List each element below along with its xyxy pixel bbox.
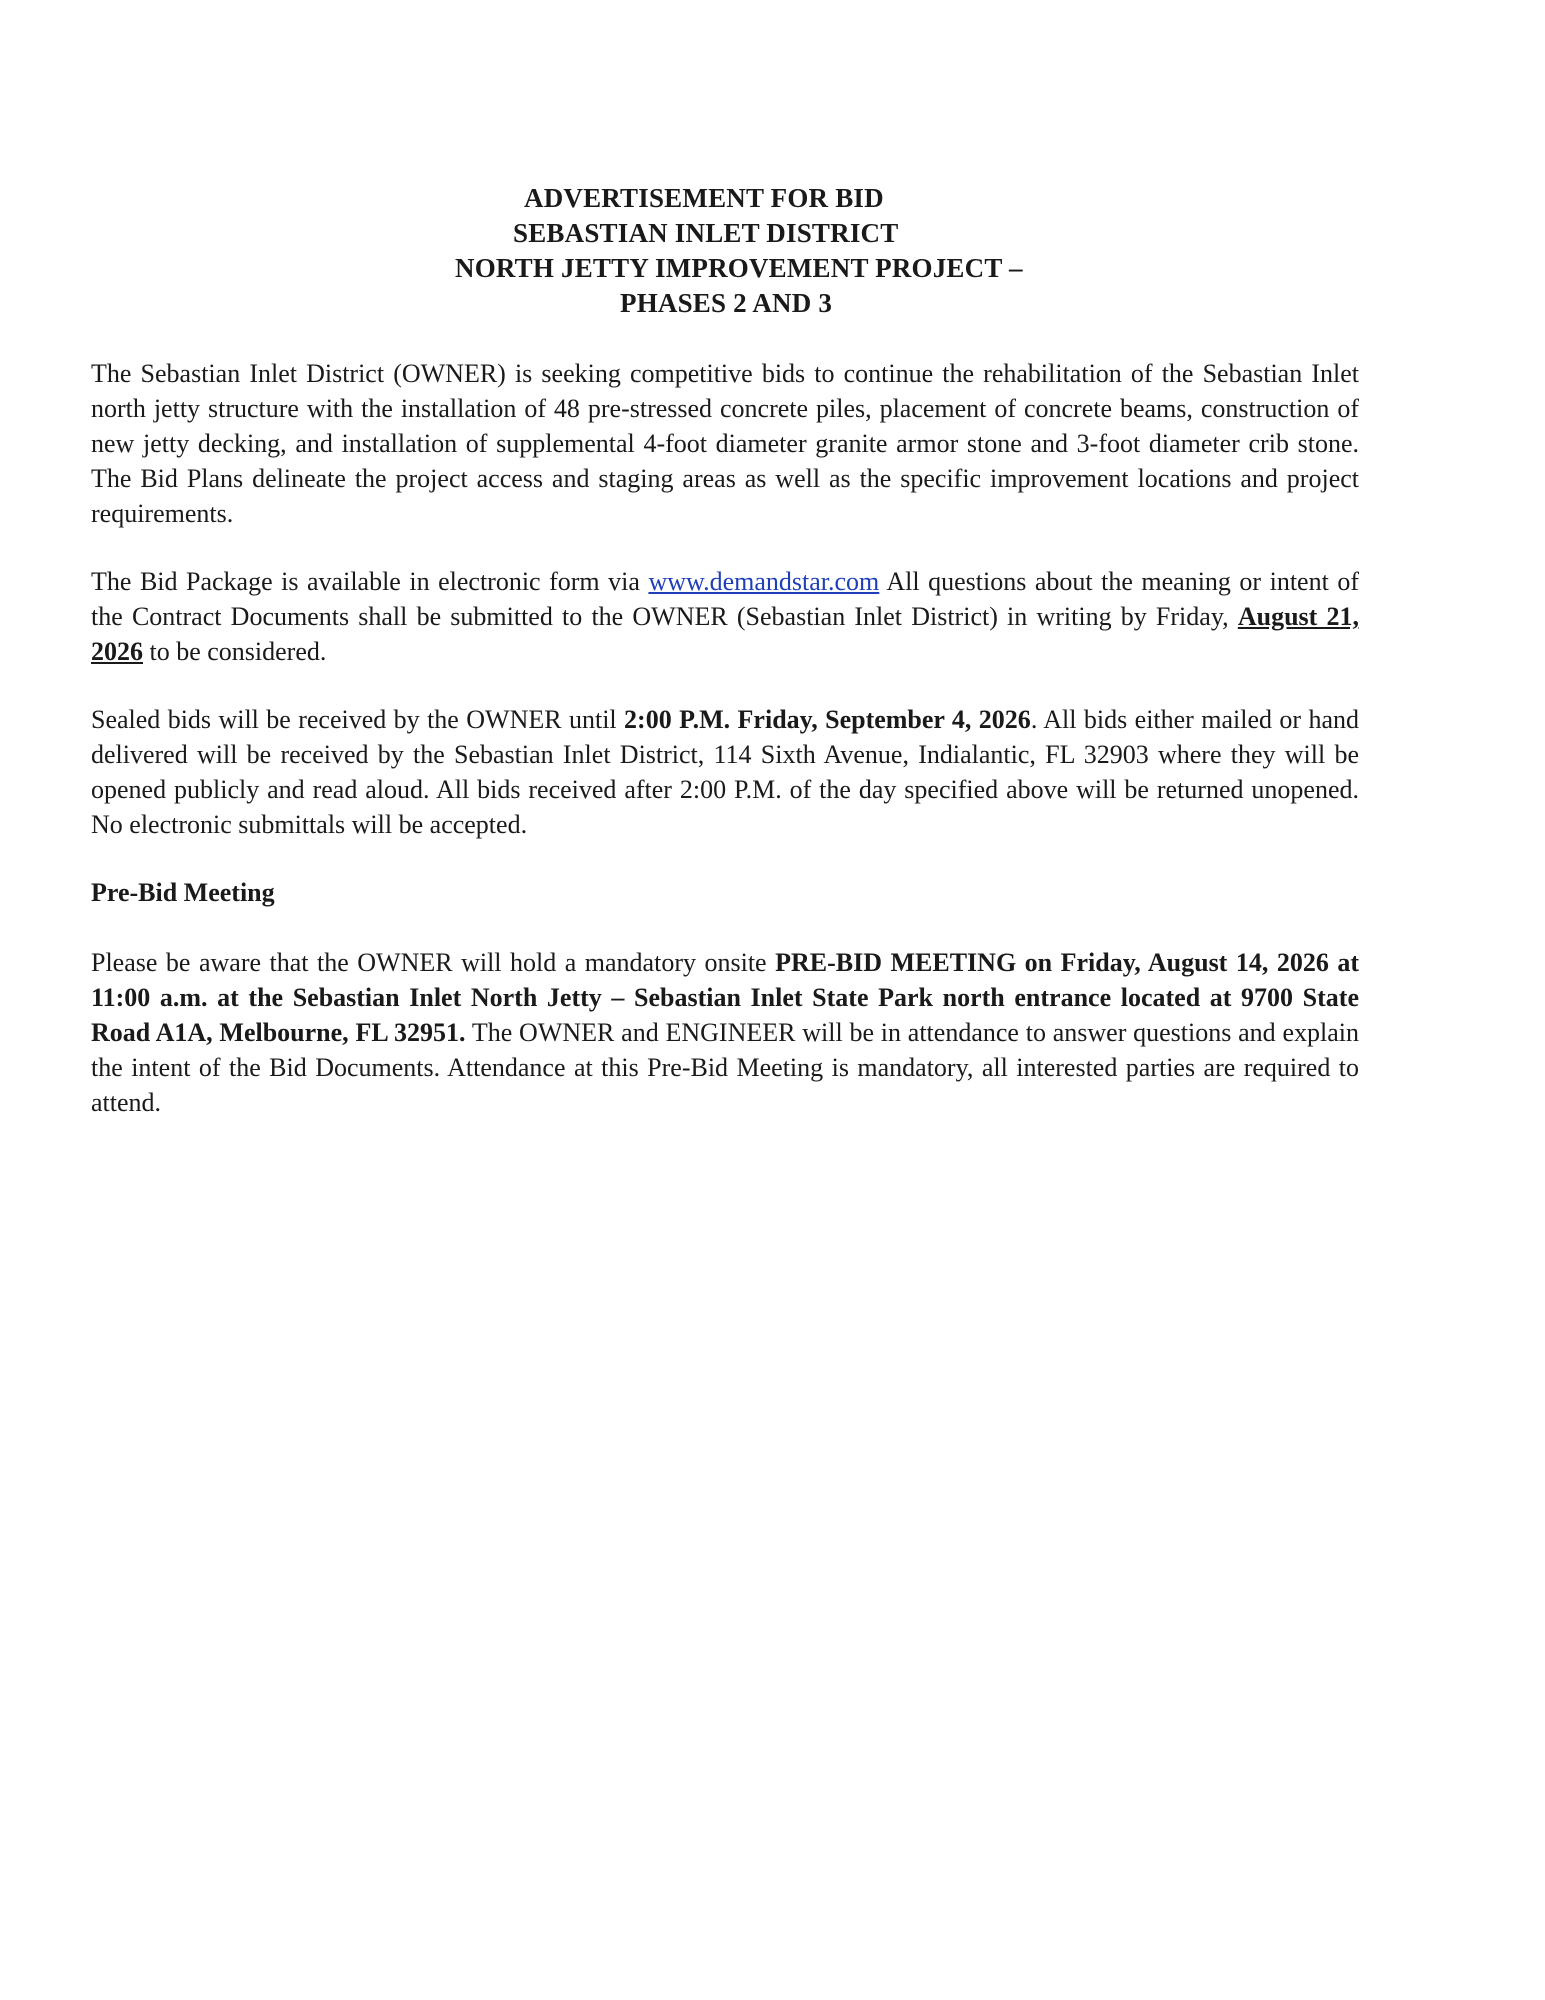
heading-line-4: PHASES 2 AND 3: [620, 288, 833, 318]
pre-bid-meeting-paragraph: [91, 945, 1359, 1120]
bid-due-time: 2:00 P.M. Friday, September 4, 2026: [624, 705, 1031, 734]
questions-end-text: to be considered.: [143, 637, 327, 666]
document-heading: [0, 181, 1545, 321]
pre-bid-attendance-text: The OWNER and ENGINEER will be in attendance to answer questions and explain the intent of the Bid Documents. Attendance at this Pre-Bid Meeting is mandatory, all interested parties are required to attend.: [91, 1018, 1359, 1117]
questions-deadline: August 21, 2026: [91, 602, 1359, 666]
pre-bid-meeting-title: Pre-Bid Meeting: [91, 878, 275, 907]
heading-line-3: NORTH JETTY IMPROVEMENT PROJECT –: [455, 253, 1023, 283]
sealed-bids-intro-text: Sealed bids will be received by the OWNER until: [91, 705, 625, 734]
bid-package-intro-text: The Bid Package is available in electronic form via: [91, 567, 649, 596]
pre-bid-meeting-details: PRE-BID MEETING on Friday, August 14, 2026 at 11:00 a.m. at the Sebastian Inlet North Jetty – Sebastian Inlet State Park north entrance located at 9700 State Road A1A, Melbourne, FL 32951.: [91, 948, 1359, 1047]
demandstar-link[interactable]: www.demandstar.com: [648, 567, 880, 596]
questions-text: All questions about the meaning or intent of the Contract Documents shall be submitted to the OWNER (Sebastian Inlet District) in writing by Friday,: [91, 567, 1359, 631]
heading-line-1: ADVERTISEMENT FOR BID: [524, 183, 884, 213]
heading-line-2: SEBASTIAN INLET DISTRICT: [513, 218, 899, 248]
pre-bid-intro-text: Please be aware that the OWNER will hold a mandatory onsite: [91, 948, 776, 977]
sealed-bids-details-text: . All bids either mailed or hand delivered will be received by the Sebastian Inlet District, 114 Sixth Avenue, Indialantic, FL 32903 where they will be opened publicly and read aloud. All bids received after 2:00 P.M. of the day specified above will be returned unopened. No electronic submittals will be accepted.: [91, 705, 1359, 839]
project-description-paragraph: [91, 356, 1359, 531]
bid-package-paragraph: [91, 564, 1359, 669]
sealed-bids-paragraph: [91, 702, 1359, 842]
project-description-text: The Sebastian Inlet District (OWNER) is seeking competitive bids to continue the rehabilitation of the Sebastian Inlet north jetty structure with the installation of 48 pre-stressed concrete piles, placement of concrete beams, construction of new jetty decking, and installation of supplemental 4-foot diameter granite armor stone and 3-foot diameter crib stone. The Bid Plans delineate the project access and staging areas as well as the specific improvement locations and project requirements.: [91, 359, 1359, 528]
